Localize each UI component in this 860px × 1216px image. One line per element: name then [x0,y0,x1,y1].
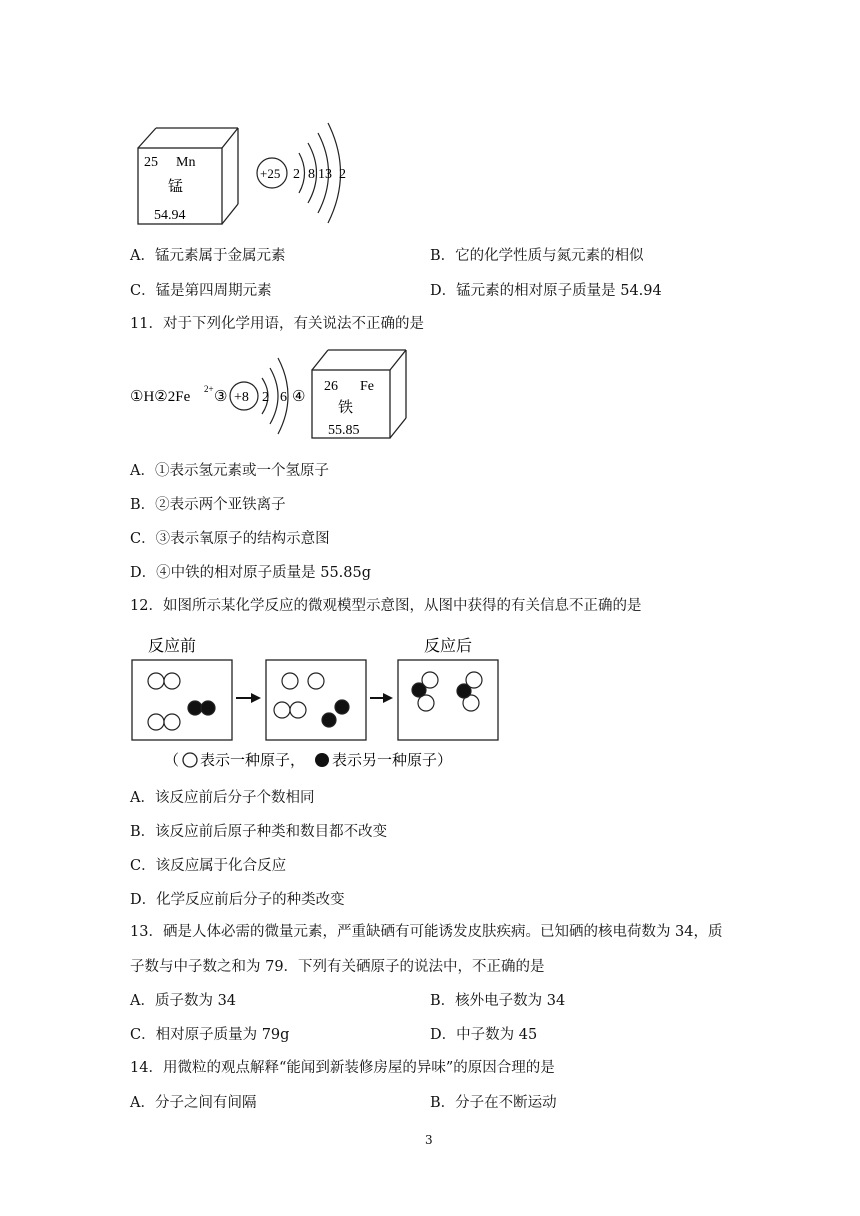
q13-option-b: B．核外电子数为 34 [430,993,566,1009]
q10-option-a: A．锰元素属于金属元素 [130,248,286,264]
mn-shell-3: 13 [318,167,332,182]
q13-stem-line2: 子数与中子数之和为 79．下列有关硒原子的说法中，不正确的是 [130,959,545,975]
before-label: 反应前 [148,636,197,655]
fe-atomic-number: 26 [324,379,338,394]
fe-name: 铁 [338,400,354,416]
q10-option-d: D．锰元素的相对原子质量是 54.94 [430,283,662,299]
q13-option-c: C．相对原子质量为 79g [130,1027,290,1043]
before-box [132,660,232,740]
mn-nucleus-charge: +25 [260,166,281,181]
after-box [398,660,498,740]
mn-mass: 54.94 [154,208,186,223]
after-molecules [412,672,482,711]
q11-option-a: A．①表示氢元素或一个氢原子 [130,463,329,479]
q10-option-b: B．它的化学性质与氮元素的相似 [430,248,644,264]
arrow-2 [370,693,393,703]
q10-figure [128,118,368,230]
middle-box [266,660,366,740]
q11-option-b: B．②表示两个亚铁离子 [130,497,286,513]
q14-stem: 14．用微粒的观点解释“能闻到新装修房屋的异味”的原因合理的是 [130,1060,555,1076]
q11-figure [128,346,418,442]
mn-symbol: Mn [176,155,196,170]
q13-stem-line1: 13．硒是人体必需的微量元素，严重缺硒有可能诱发皮肤疾病。已知硒的核电荷数为 34，质 [130,924,723,940]
q13-option-a: A．质子数为 34 [130,993,237,1009]
arrow-1 [236,693,261,703]
q13-option-d: D．中子数为 45 [430,1027,538,1043]
legend-white-atom-icon [183,753,197,767]
q12-option-c: C．该反应属于化合反应 [130,858,287,874]
fe-mass: 55.85 [328,423,360,438]
after-label: 反应后 [424,636,473,655]
o-shell-1: 2 [262,390,269,405]
q12-option-b: B．该反应前后原子种类和数目都不改变 [130,824,388,840]
q14-option-b: B．分子在不断运动 [430,1095,557,1111]
before-molecules [148,673,215,730]
legend-black-atom-icon [315,753,329,767]
mn-name: 锰 [168,179,184,195]
q12-reaction-diagram [128,630,508,776]
o-nucleus-charge: +8 [234,390,249,405]
mn-shell-2: 8 [308,167,315,182]
middle-molecules [274,673,349,727]
q11-option-d: D．④中铁的相对原子质量是 55.85g [130,565,372,581]
legend-text-1: 表示一种原子， [200,751,306,769]
legend-text-2: 表示另一种原子） [332,751,453,769]
q10-option-c: C．锰是第四周期元素 [130,283,272,299]
mn-element-box [138,128,238,224]
q11-stem: 11．对于下列化学用语，有关说法不正确的是 [130,316,424,332]
q14-option-a: A．分子之间有间隔 [130,1095,257,1111]
mn-shell-4: 2 [339,167,346,182]
q12-stem: 12．如图所示某化学反应的微观模型示意图，从图中获得的有关信息不正确的是 [130,598,642,614]
o-shell-2: 6 [280,390,287,405]
q11-charge-superscript: 2+ [204,384,214,394]
legend-open-paren: （ [164,751,180,769]
fe-symbol: Fe [360,379,374,394]
q12-option-d: D．化学反应前后分子的种类改变 [130,892,345,908]
q11-item4-marker: ④ [292,389,306,405]
q11-option-c: C．③表示氧原子的结构示意图 [130,531,330,547]
mn-atomic-number: 25 [144,155,158,170]
mn-shell-1: 2 [293,167,300,182]
page-number: 3 [425,1133,433,1147]
q12-option-a: A．该反应前后分子个数相同 [130,790,315,806]
q11-item3-marker: ③ [214,389,228,405]
q11-symbols-text: ①H②2Fe [130,389,191,405]
